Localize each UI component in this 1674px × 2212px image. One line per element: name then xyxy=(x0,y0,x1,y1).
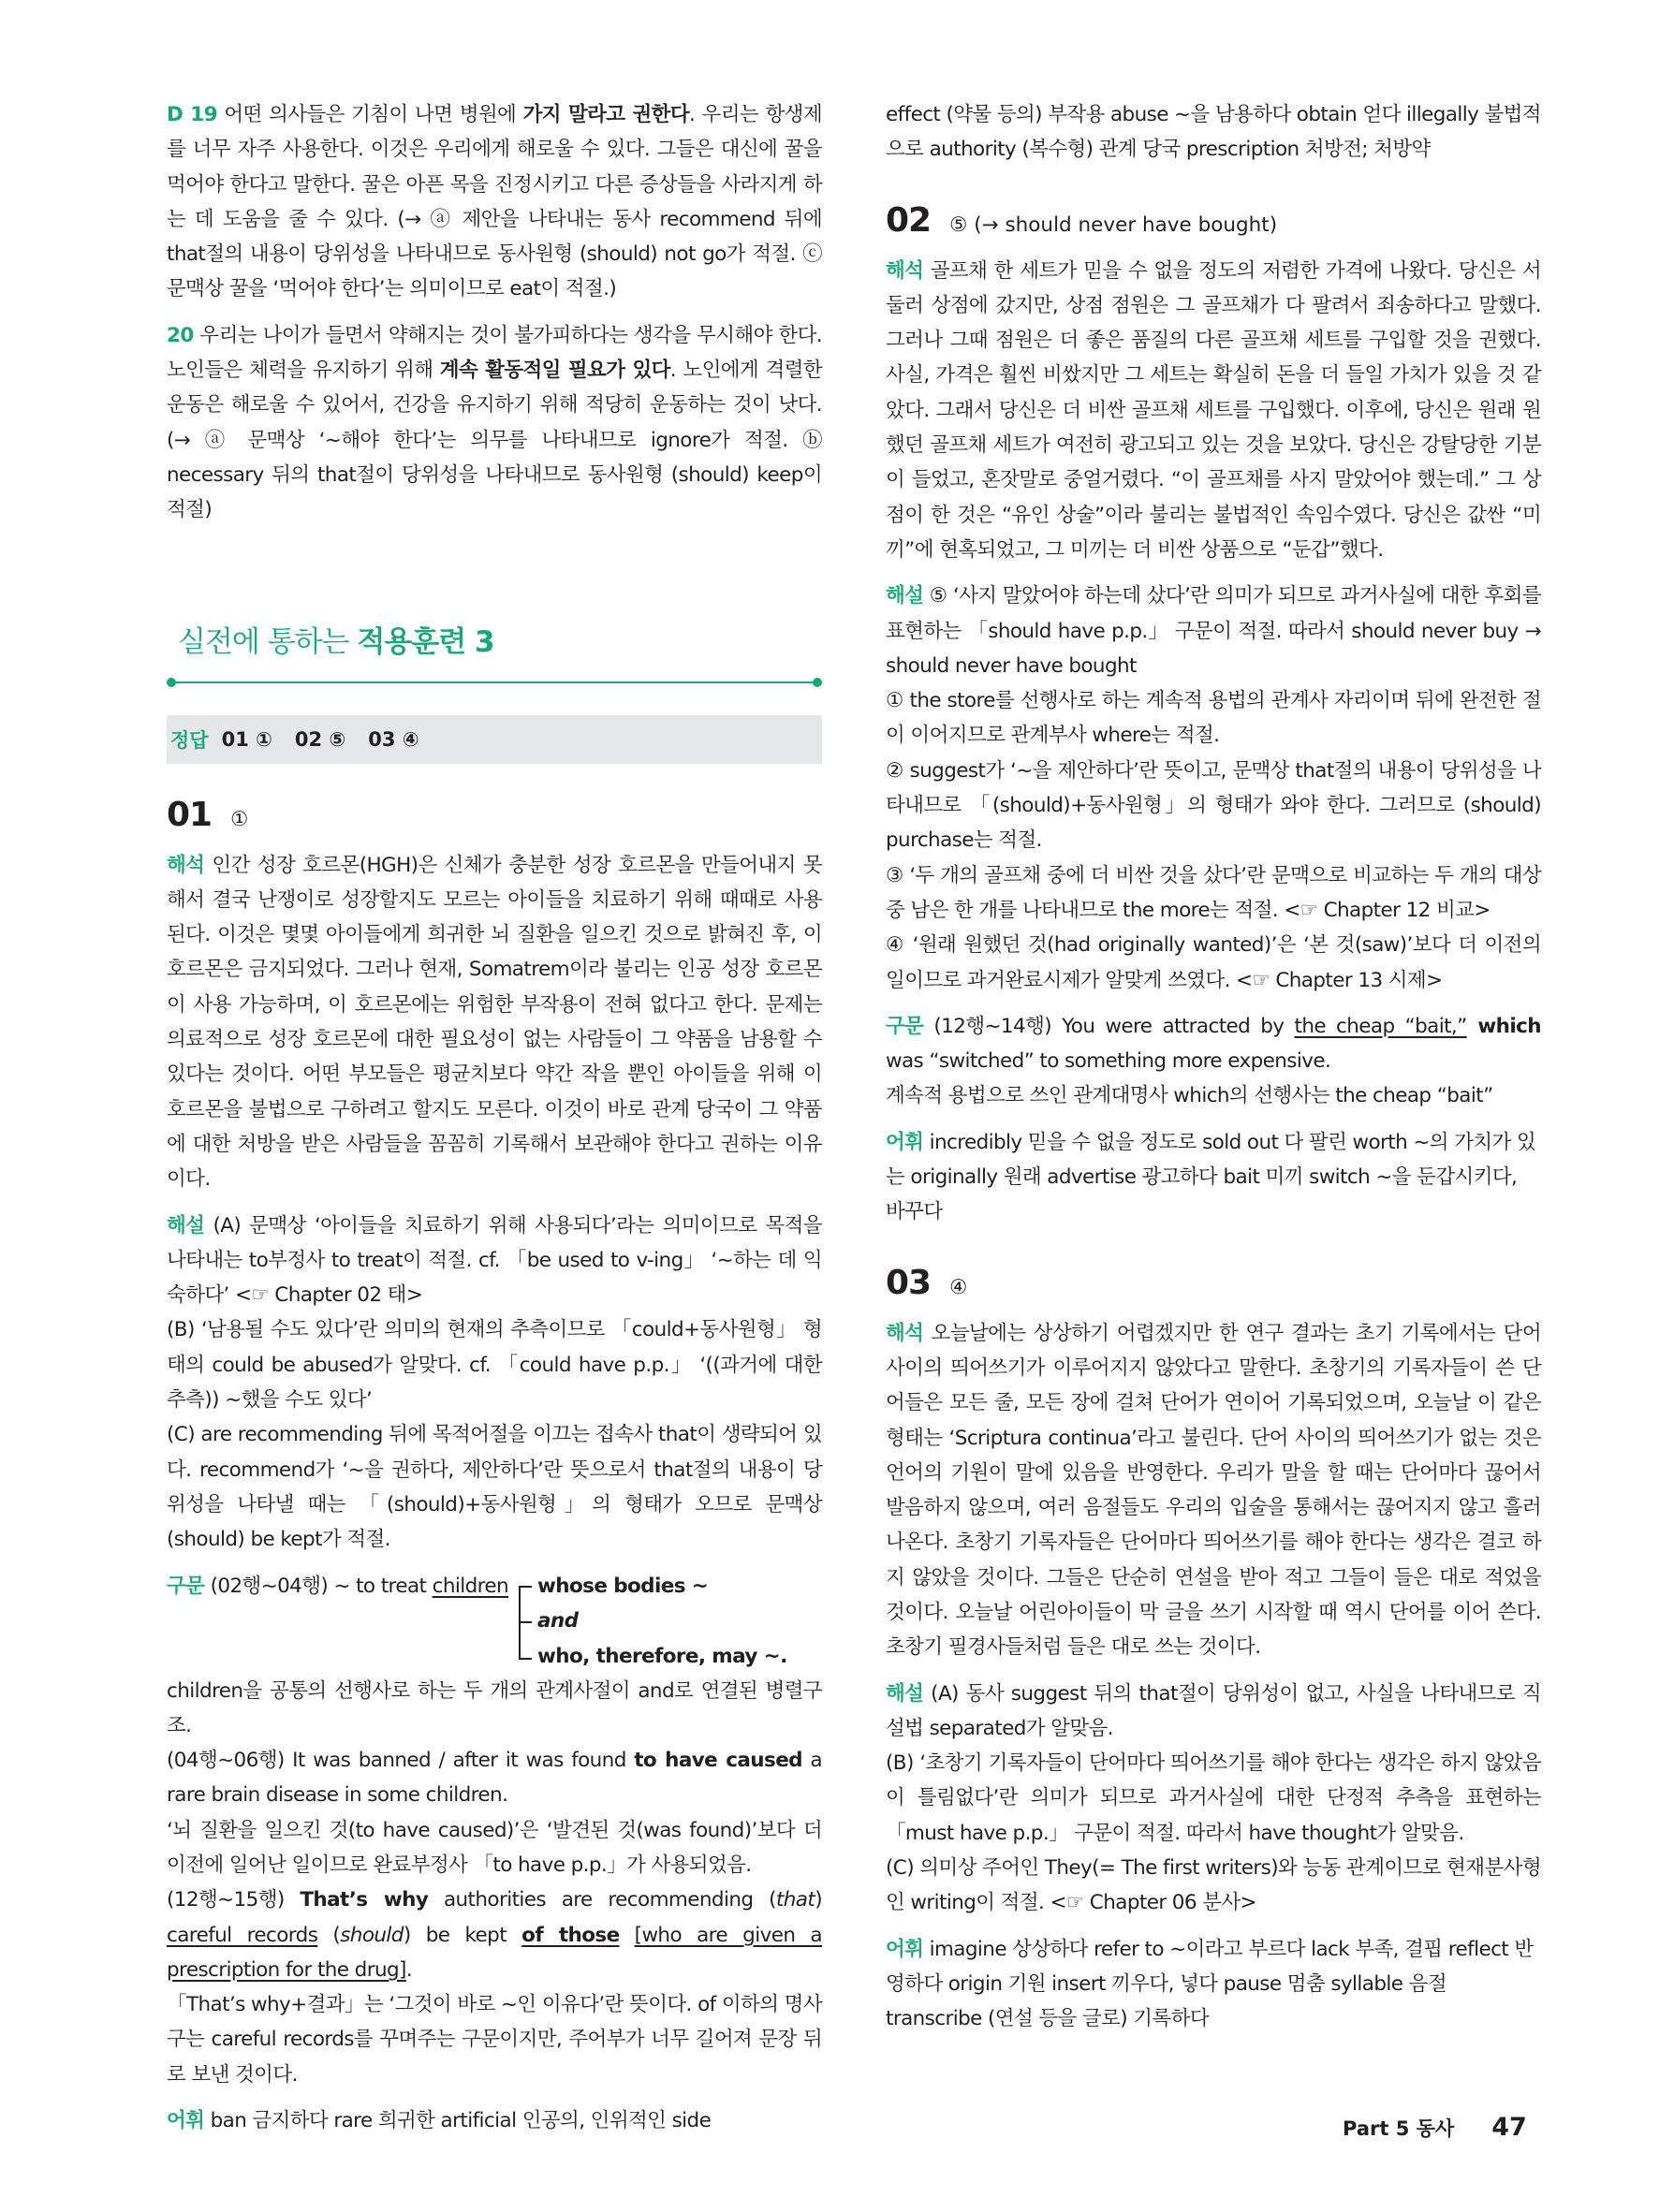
answer-label: 정답 xyxy=(170,728,209,752)
bracket-tick-3 xyxy=(519,1658,532,1660)
answer-bar xyxy=(167,715,822,764)
q02-translation xyxy=(886,254,1541,568)
q01-heading xyxy=(167,796,822,842)
bracket-tick-2 xyxy=(519,1621,532,1623)
q02-structure-u: the cheap “bait,” xyxy=(1294,1014,1467,1038)
d20-label: 20 xyxy=(167,323,194,347)
q02-translation-text: 골프채 한 세트가 믿을 수 없을 정도의 저렴한 가격에 나왔다. 당신은 서둘러 상점에 갔지만, 상점 점원은 그 골프채가 다 팔려서 죄송하다고 말했다. 그러나 그때 점원은 더 좋은 품질의 다른 골프채 세트를 구입할 것을 권했다. 사실, 가격은 훨씬 비쌌지만 그 세트는 확실히 돈을 더 들일 가치가 있을 것 같았다. 그래서 당신은 더 비싼 골프채 세트를 구입했다. 이후에, 당신은 원래 원했던 골프채 세트가 여전히 광고되고 있는 것을 보았다. 당신은 강탈당한 기분이 들었고, 혼잣말로 중얼거렸다. “이 골프채를 사지 말았어야 했는데.” 그 상점이 한 것은 “유인 상술”이라 불리는 불법적인 속임수였다. 당신은 값싼 “미끼”에 현혹되었고, 그 미끼는 더 비싼 상품으로 “둔갑”했다. xyxy=(886,258,1541,562)
structure-branch-2-text: who, therefore, may ~. xyxy=(537,1644,787,1668)
rule-dot-left xyxy=(167,678,176,687)
q01-structure-3-c: authorities are recommending ( xyxy=(428,1888,776,1912)
q01-structure-3-d: ) xyxy=(815,1888,822,1912)
q02-number: 02 xyxy=(886,200,932,240)
q01-structure-3-g xyxy=(620,1924,635,1947)
q01-structure-diagram xyxy=(167,1569,822,1674)
structure-branch-1: whose bodies ~ xyxy=(537,1574,709,1598)
q02-explanation xyxy=(886,579,1541,683)
q02-explanation-1: ① the store를 선행사로 하는 계속적 용법의 관계사 자리이며 뒤에 완전한 절이 이어지므로 관계부사 where는 적절. xyxy=(886,689,1541,748)
q01-structure-3 xyxy=(167,1882,822,1987)
q02-explanation-text: ⑤ ‘사지 말았어야 하는데 샀다’란 의미가 되므로 과거사실에 대한 후회를 표현하는 「should have p.p.」 구문이 적절. 따라서 should never buy → should never have bought xyxy=(886,584,1541,678)
q01-explanation-a xyxy=(167,1209,822,1313)
q01-vocabulary-continued: effect (약물 등의) 부작용 abuse ~을 남용하다 obtain 얻다 illegally 불법적으로 authority (복수형) 관계 당국 prescription 처방전; 처방약 xyxy=(886,103,1541,162)
haeseol-label: 해설 xyxy=(167,1213,205,1238)
q02-vocabulary xyxy=(886,1125,1541,1230)
haeseok-label: 해석 xyxy=(886,1321,924,1345)
q02-structure xyxy=(886,1009,1541,1079)
q02-explanation-2: ② suggest가 ‘~을 제안하다’란 뜻이고, 문맥상 that절의 내용이 당위성을 나타내므로 「(should)+동사원형」의 형태가 와야 한다. 그러므로 (should) purchase는 적절. xyxy=(886,758,1541,853)
q03-heading xyxy=(886,1264,1541,1311)
q03-translation xyxy=(886,1316,1541,1665)
answer-2: 02 ⑤ xyxy=(294,727,346,751)
page-footer xyxy=(1343,2113,1527,2142)
gumun-label: 구문 xyxy=(886,1014,924,1038)
q02-structure-a: (12행~14행) You were attracted by xyxy=(923,1014,1295,1038)
q03-explanation-b: (B) ‘초창기 기록자들이 단어마다 띄어쓰기를 해야 한다는 생각은 하지 않았음이 틀림없다’란 의미가 되므로 과거사실에 대한 단정적 추측을 표현하는 「must have p.p.」 구문이 적절. 따라서 have thought가 알맞음. xyxy=(886,1751,1541,1845)
q01-vocabulary-text: ban 금지하다 rare 희귀한 artificial 인공의, 인위적인 side xyxy=(204,2109,712,2133)
q02-heading xyxy=(886,201,1541,248)
q03-answer: ④ xyxy=(949,1275,968,1299)
q01-structure-note: children을 공통의 선행사로 하는 두 개의 관계사절이 and로 연결된 병렬구조. xyxy=(167,1678,822,1737)
page-number: 47 xyxy=(1491,2113,1527,2142)
section-title-b: 적용훈련 3 xyxy=(357,624,494,659)
section-title xyxy=(167,618,822,659)
q01-structure-3-h: . xyxy=(405,1957,413,1982)
haeseok-label: 해석 xyxy=(886,258,924,283)
q01-structure-3-u1: careful records xyxy=(167,1923,318,1947)
right-column xyxy=(886,97,1541,2037)
section-title-a: 실전에 통하는 xyxy=(178,624,358,659)
q01-explanation-b: (B) ‘남용될 수도 있다’란 의미의 현재의 추측이므로 「could+동사원형」 형태의 could be abused가 알맞다. cf. 「could have p.p.」 ‘((과거에 대한 추측)) ~했을 수도 있다’ xyxy=(167,1318,822,1413)
q01-explanation-c: (C) are recommending 뒤에 목적어절을 이끄는 접속사 that이 생략되어 있다. recommend가 ‘~을 권하다, 제안하다’란 뜻으로서 that절의 내용이 당위성을 나타낼 때는 「(should)+동사원형」의 형태가 오므로 문맥상 (should) be kept가 적절. xyxy=(167,1423,822,1552)
q01-structure-3-should: should xyxy=(340,1923,404,1947)
structure-lead xyxy=(167,1569,508,1604)
q02-explanation-3: ③ ‘두 개의 골프채 중에 더 비싼 것을 샀다’란 문맥으로 비교하는 두 개의 대상 중 남은 한 개를 나타내므로 the more는 적절. <☞ Chapter 12 비교> xyxy=(886,863,1541,922)
q01-structure-3-of: of those xyxy=(521,1923,620,1947)
q01-translation-text: 인간 성장 호르몬(HGH)은 신체가 충분한 성장 호르몬을 만들어내지 못해서 결국 난쟁이로 성장할지도 모르는 아이들을 치료하기 위해 때때로 사용된다. 이것은 몇몇 아이들에게 희귀한 뇌 질환을 일으킨 것으로 밝혀진 후, 이 호르몬은 금지되었다. 그러나 현재, Somatrem이라 불리는 인공 성장 호르몬이 사용 가능하며, 이 호르몬에는 위험한 부작용이 전혀 없다고 한다. 문제는 의료적으로 성장 호르몬에 대한 필요성이 없는 사람들이 그 약품을 남용할 수 있다는 것이다. 어떤 부모들은 평균치보다 약간 작을 뿐인 아이들을 위해 이 호르몬을 불법으로 구하려고 할지도 모른다. 이것이 바로 관계 당국이 그 약품에 대한 처방을 받은 사람들을 꼼꼼히 기록해서 보관해야 한다고 권하는 이유이다. xyxy=(167,853,822,1192)
q02-vocabulary-text: incredibly 믿을 수 없을 정도로 sold out 다 팔린 worth ~의 가치가 있는 originally 원래 advertise 광고하다 bait 미끼 switch ~을 둔갑시키다, 바꾸다 xyxy=(886,1130,1536,1224)
q01-structure-2-a: (04행~06행) It was banned / after it was found xyxy=(167,1749,635,1773)
q03-explanation-c: (C) 의미상 주어인 They(= The first writers)와 능동 관계이므로 현재분사형인 writing이 적절. <☞ Chapter 06 분사> xyxy=(886,1856,1541,1915)
q02-answer: ⑤ (→ should never have bought) xyxy=(949,212,1278,237)
q02-explanation-4: ④ ‘원래 원했던 것(had originally wanted)’은 ‘본 것(saw)’보다 더 이전의 일이므로 과거완료시제가 알맞게 쓰였다. <☞ Chapter 13 시제> xyxy=(886,933,1541,992)
haeseok-label: 해석 xyxy=(167,853,205,877)
answer-1: 01 ① xyxy=(221,727,272,751)
eohwi-label: 어휘 xyxy=(886,1937,924,1961)
q02-structure-c: was “switched” to something more expensive. xyxy=(886,1049,1331,1074)
q01-structure-3-b: That’s why xyxy=(300,1888,429,1912)
q01-translation xyxy=(167,848,822,1197)
d19-paragraph xyxy=(167,97,822,307)
q01-structure-2 xyxy=(167,1743,822,1813)
d19-label: D 19 xyxy=(167,103,217,126)
q01-explanation-a-text: (A) 문맥상 ‘아이들을 치료하기 위해 사용되다’라는 의미이므로 목적을 나타내는 to부정사 to treat이 적절. cf. 「be used to v-ing」 ‘~하는 데 익숙하다’ <☞ Chapter 02 태> xyxy=(167,1213,822,1308)
q01-structure-2-c: a rare brain disease in some children. xyxy=(167,1749,823,1808)
d20-paragraph xyxy=(167,318,822,528)
structure-antecedent: children xyxy=(432,1574,509,1598)
q03-explanation-a xyxy=(886,1677,1541,1747)
q01-structure-2-note: ‘뇌 질환을 일으킨 것(to have caused)’은 ‘발견된 것(was found)’보다 더 이전에 일어난 일이므로 완료부정사 「to have p.p.」가 사용되었음. xyxy=(167,1818,822,1877)
q01-structure-3-f: ) be kept xyxy=(403,1923,522,1947)
q03-translation-text: 오늘날에는 상상하기 어렵겠지만 한 연구 결과는 초기 기록에서는 단어 사이의 띄어쓰기가 이루어지지 않았다고 말한다. 초창기의 기록자들이 쓴 단어들은 모든 줄, 모든 장에 걸쳐 단어가 연이어 기록되었으며, 오늘날 이 같은 형태는 ‘Scriptura continua’라고 불린다. 단어 사이의 띄어쓰기가 없는 것은 언어의 기원이 말에 있음을 반영한다. 우리가 말을 할 때는 단어마다 끊어서 발음하지 않으며, 여러 음절들도 우리의 입술을 통해서는 끊어지지 않고 흘러나온다. 초창기 기록자들은 단어마다 띄어쓰기를 해야 한다는 생각은 결코 하지 않았을 것이다. 그들은 단순히 연설을 받아 적고 그들이 들은 대로 적었을 것이다. 오늘날 어린아이들이 막 글을 쓰기 시작할 때 역시 단어를 이어 쓴다. 초창기 필경사들처럼 들은 대로 쓰는 것이다. xyxy=(886,1321,1541,1660)
d19-bold: 가지 말라고 권한다 xyxy=(522,103,690,126)
d19-text-2: . 우리는 항생제를 너무 자주 사용한다. 이것은 우리에게 해로울 수 있다. 그들은 대신에 꿀을 먹어야 한다고 말한다. 꿀은 아픈 목을 진정시키고 다른 증상들을 사라지게 하는 데 도움을 줄 수 있다. (→ ⓐ 제안을 나타내는 동사 recommend 뒤에 that절의 내용이 당위성을 나타내므로 동사원형 (should) not go가 적절. ⓒ 문맥상 꿀을 ‘먹어야 한다’는 의미이므로 eat이 적절.) xyxy=(167,103,823,301)
d19-text: 어떤 의사들은 기침이 나면 병원에 xyxy=(217,103,523,126)
haeseol-label: 해설 xyxy=(886,584,924,608)
structure-branch-2 xyxy=(537,1639,787,1674)
q01-structure-3-u2: [who are given a prescription for the drug] xyxy=(167,1923,823,1982)
d20-text: 우리는 나이가 들면서 약해지는 것이 불가피하다는 생각을 무시해야 한다. 노인들은 체력을 유지하기 위해 xyxy=(167,323,822,383)
q01-answer: ① xyxy=(230,807,249,831)
q01-structure-3-that: that xyxy=(775,1888,815,1912)
left-column xyxy=(167,97,822,2138)
bracket-tick-1 xyxy=(519,1586,532,1588)
gumun-label: 구문 xyxy=(167,1574,205,1598)
eohwi-label: 어휘 xyxy=(167,2109,205,2133)
structure-branch-and: and xyxy=(537,1608,579,1633)
answer-3: 03 ④ xyxy=(368,727,419,751)
section-rule xyxy=(167,678,822,687)
q03-vocabulary xyxy=(886,1932,1541,2037)
eohwi-label: 어휘 xyxy=(886,1130,924,1154)
q03-explanation-a-text: (A) 동사 suggest 뒤의 that절이 당위성이 없고, 사실을 나타내므로 직설법 separated가 알맞음. xyxy=(886,1681,1541,1740)
d20-bold: 계속 활동적일 필요가 있다 xyxy=(439,359,670,383)
q02-structure-b: which xyxy=(1466,1014,1541,1038)
q01-vocabulary xyxy=(167,2103,822,2138)
footer-part-label: Part 5 동사 xyxy=(1343,2117,1455,2140)
d20-text-2: . 노인에게 격렬한 운동은 해로울 수 있어서, 건강을 유지하기 위해 적당히 운동하는 것이 낫다. (→ ⓐ 문맥상 ‘~해야 한다’는 의무를 나타내므로 ignore가 적절. ⓑ necessary 뒤의 that절이 당위성을 나타내므로 동사원형 (should) keep이 적절) xyxy=(167,359,822,522)
q02-structure-note: 계속적 용법으로 쓰인 관계대명사 which의 선행사는 the cheap “bait” xyxy=(886,1084,1493,1108)
q03-vocabulary-text: imagine 상상하다 refer to ~이라고 부르다 lack 부족, 결핍 reflect 반영하다 origin 기원 insert 끼우다, 넣다 pause 멈춤 syllable 음절 transcribe (연설 등을 글로) 기록하다 xyxy=(886,1937,1534,2031)
structure-lead-text: (02행~04행) ~ to treat xyxy=(204,1574,433,1598)
q03-number: 03 xyxy=(886,1263,932,1302)
q01-structure-2-b: to have caused xyxy=(634,1749,802,1773)
q01-structure-3-e: ( xyxy=(317,1923,341,1947)
q01-structure-3-note: 「That’s why+결과」는 ‘그것이 바로 ~인 이유다’란 뜻이다. of 이하의 명사구는 careful records를 꾸며주는 구문이지만, 주어부가 너무 길어져 문장 뒤로 보낸 것이다. xyxy=(167,1993,822,2087)
q01-structure-3-a: (12행~15행) xyxy=(167,1888,301,1912)
q01-number: 01 xyxy=(167,795,213,834)
haeseol-label: 해설 xyxy=(886,1681,924,1706)
rule-dot-right xyxy=(813,678,822,687)
